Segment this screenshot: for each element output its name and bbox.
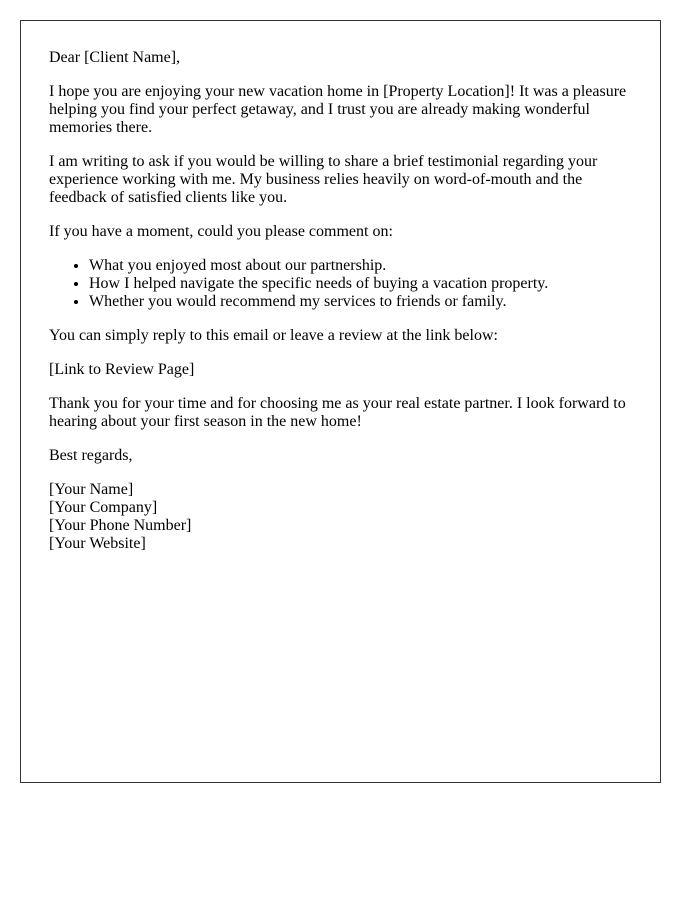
intro-paragraph: I hope you are enjoying your new vacation home in [Property Location]! It was a pleasure helping you find your perfect getaway, and I trust you are already making wonderful memories there. bbox=[49, 83, 627, 136]
review-link[interactable]: [Link to Review Page] bbox=[49, 361, 195, 378]
request-paragraph: I am writing to ask if you would be willing to share a brief testimonial regarding your experience working with me. My business relies heavily on word-of-mouth and the feedback of satisfied clients like you. bbox=[49, 153, 598, 206]
thanks-paragraph: Thank you for your time and for choosing me as your real estate partner. I look forward to hearing about your first season in the new home! bbox=[49, 395, 626, 430]
signature-website: [Your Website] bbox=[49, 535, 146, 552]
reply-paragraph: You can simply reply to this email or leave a review at the link below: bbox=[49, 327, 498, 344]
signature-block bbox=[49, 481, 632, 553]
comment-topics-list bbox=[49, 257, 632, 311]
signature-company: [Your Company] bbox=[49, 499, 158, 516]
signature-phone: [Your Phone Number] bbox=[49, 517, 192, 534]
signature-name: [Your Name] bbox=[49, 481, 134, 498]
list-item: • How I helped navigate the specific needs of buying a vacation property. bbox=[89, 275, 632, 293]
closing: Best regards, bbox=[49, 447, 133, 464]
prompt-paragraph: If you have a moment, could you please comment on: bbox=[49, 223, 393, 240]
list-item: • What you enjoyed most about our partnership. bbox=[89, 257, 632, 275]
greeting: Dear [Client Name], bbox=[49, 49, 181, 66]
list-item: • Whether you would recommend my services to friends or family. bbox=[89, 293, 632, 311]
letter-document bbox=[20, 20, 661, 783]
